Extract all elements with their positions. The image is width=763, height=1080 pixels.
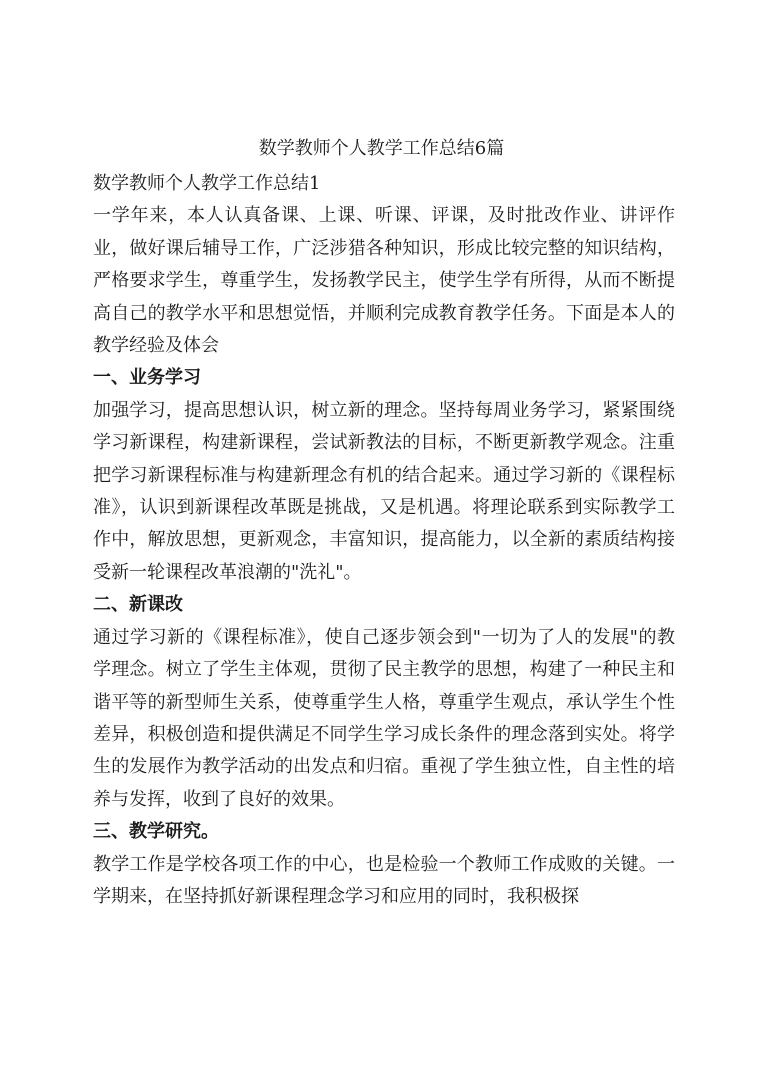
document-content xyxy=(93,168,675,913)
section-body-business-study: 加强学习，提高思想认识，树立新的理念。坚持每周业务学习，紧紧围绕学习新课程，构建新课程，尝试新教法的目标，不断更新教学观念。注重把学习新课程标准与构建新理念有机的结合起来。通过学习新的《课程标准》，认识到新课程改革既是挑战，又是机遇。将理论联系到实际教学工作中，解放思想，更新观念，丰富知识，提高能力，以全新的素质结构接受新一轮课程改革浪潮的"洗礼"。 xyxy=(93,399,675,583)
section-heading-new-curriculum: 二、新课改 xyxy=(93,594,183,616)
section-heading-teaching-research: 三、教学研究。 xyxy=(93,821,219,843)
intro-paragraph: 一学年来，本人认真备课、上课、听课、评课，及时批改作业、讲评作业，做好课后辅导工作，广泛涉猎各种知识，形成比较完整的知识结构，严格要求学生，尊重学生，发扬教学民主，使学生学有所得，从而不断提高自己的教学水平和思想觉悟，并顺利完成教育教学任务。下面是本人的教学经验及体会 xyxy=(93,205,675,357)
section-body-new-curriculum: 通过学习新的《课程标准》，使自己逐步领会到"一切为了人的发展"的教学理念。树立了学生主体观，贯彻了民主教学的思想，构建了一种民主和谐平等的新型师生关系，使尊重学生人格，尊重学生观点，承认学生个性差异，积极创造和提供满足不同学生学习成长条件的理念落到实处。将学生的发展作为教学活动的出发点和归宿。重视了学生独立性，自主性的培养与发挥，收到了良好的效果。 xyxy=(93,626,675,810)
document-subtitle: 数学教师个人教学工作总结1 xyxy=(93,173,321,194)
section-body-teaching-research: 教学工作是学校各项工作的中心，也是检验一个教师工作成败的关键。一学期来，在坚持抓好新课程理念学习和应用的同时，我积极探 xyxy=(93,853,675,907)
section-heading-business-study: 一、业务学习 xyxy=(93,367,201,389)
document-title: 数学教师个人教学工作总结6篇 xyxy=(258,138,505,159)
